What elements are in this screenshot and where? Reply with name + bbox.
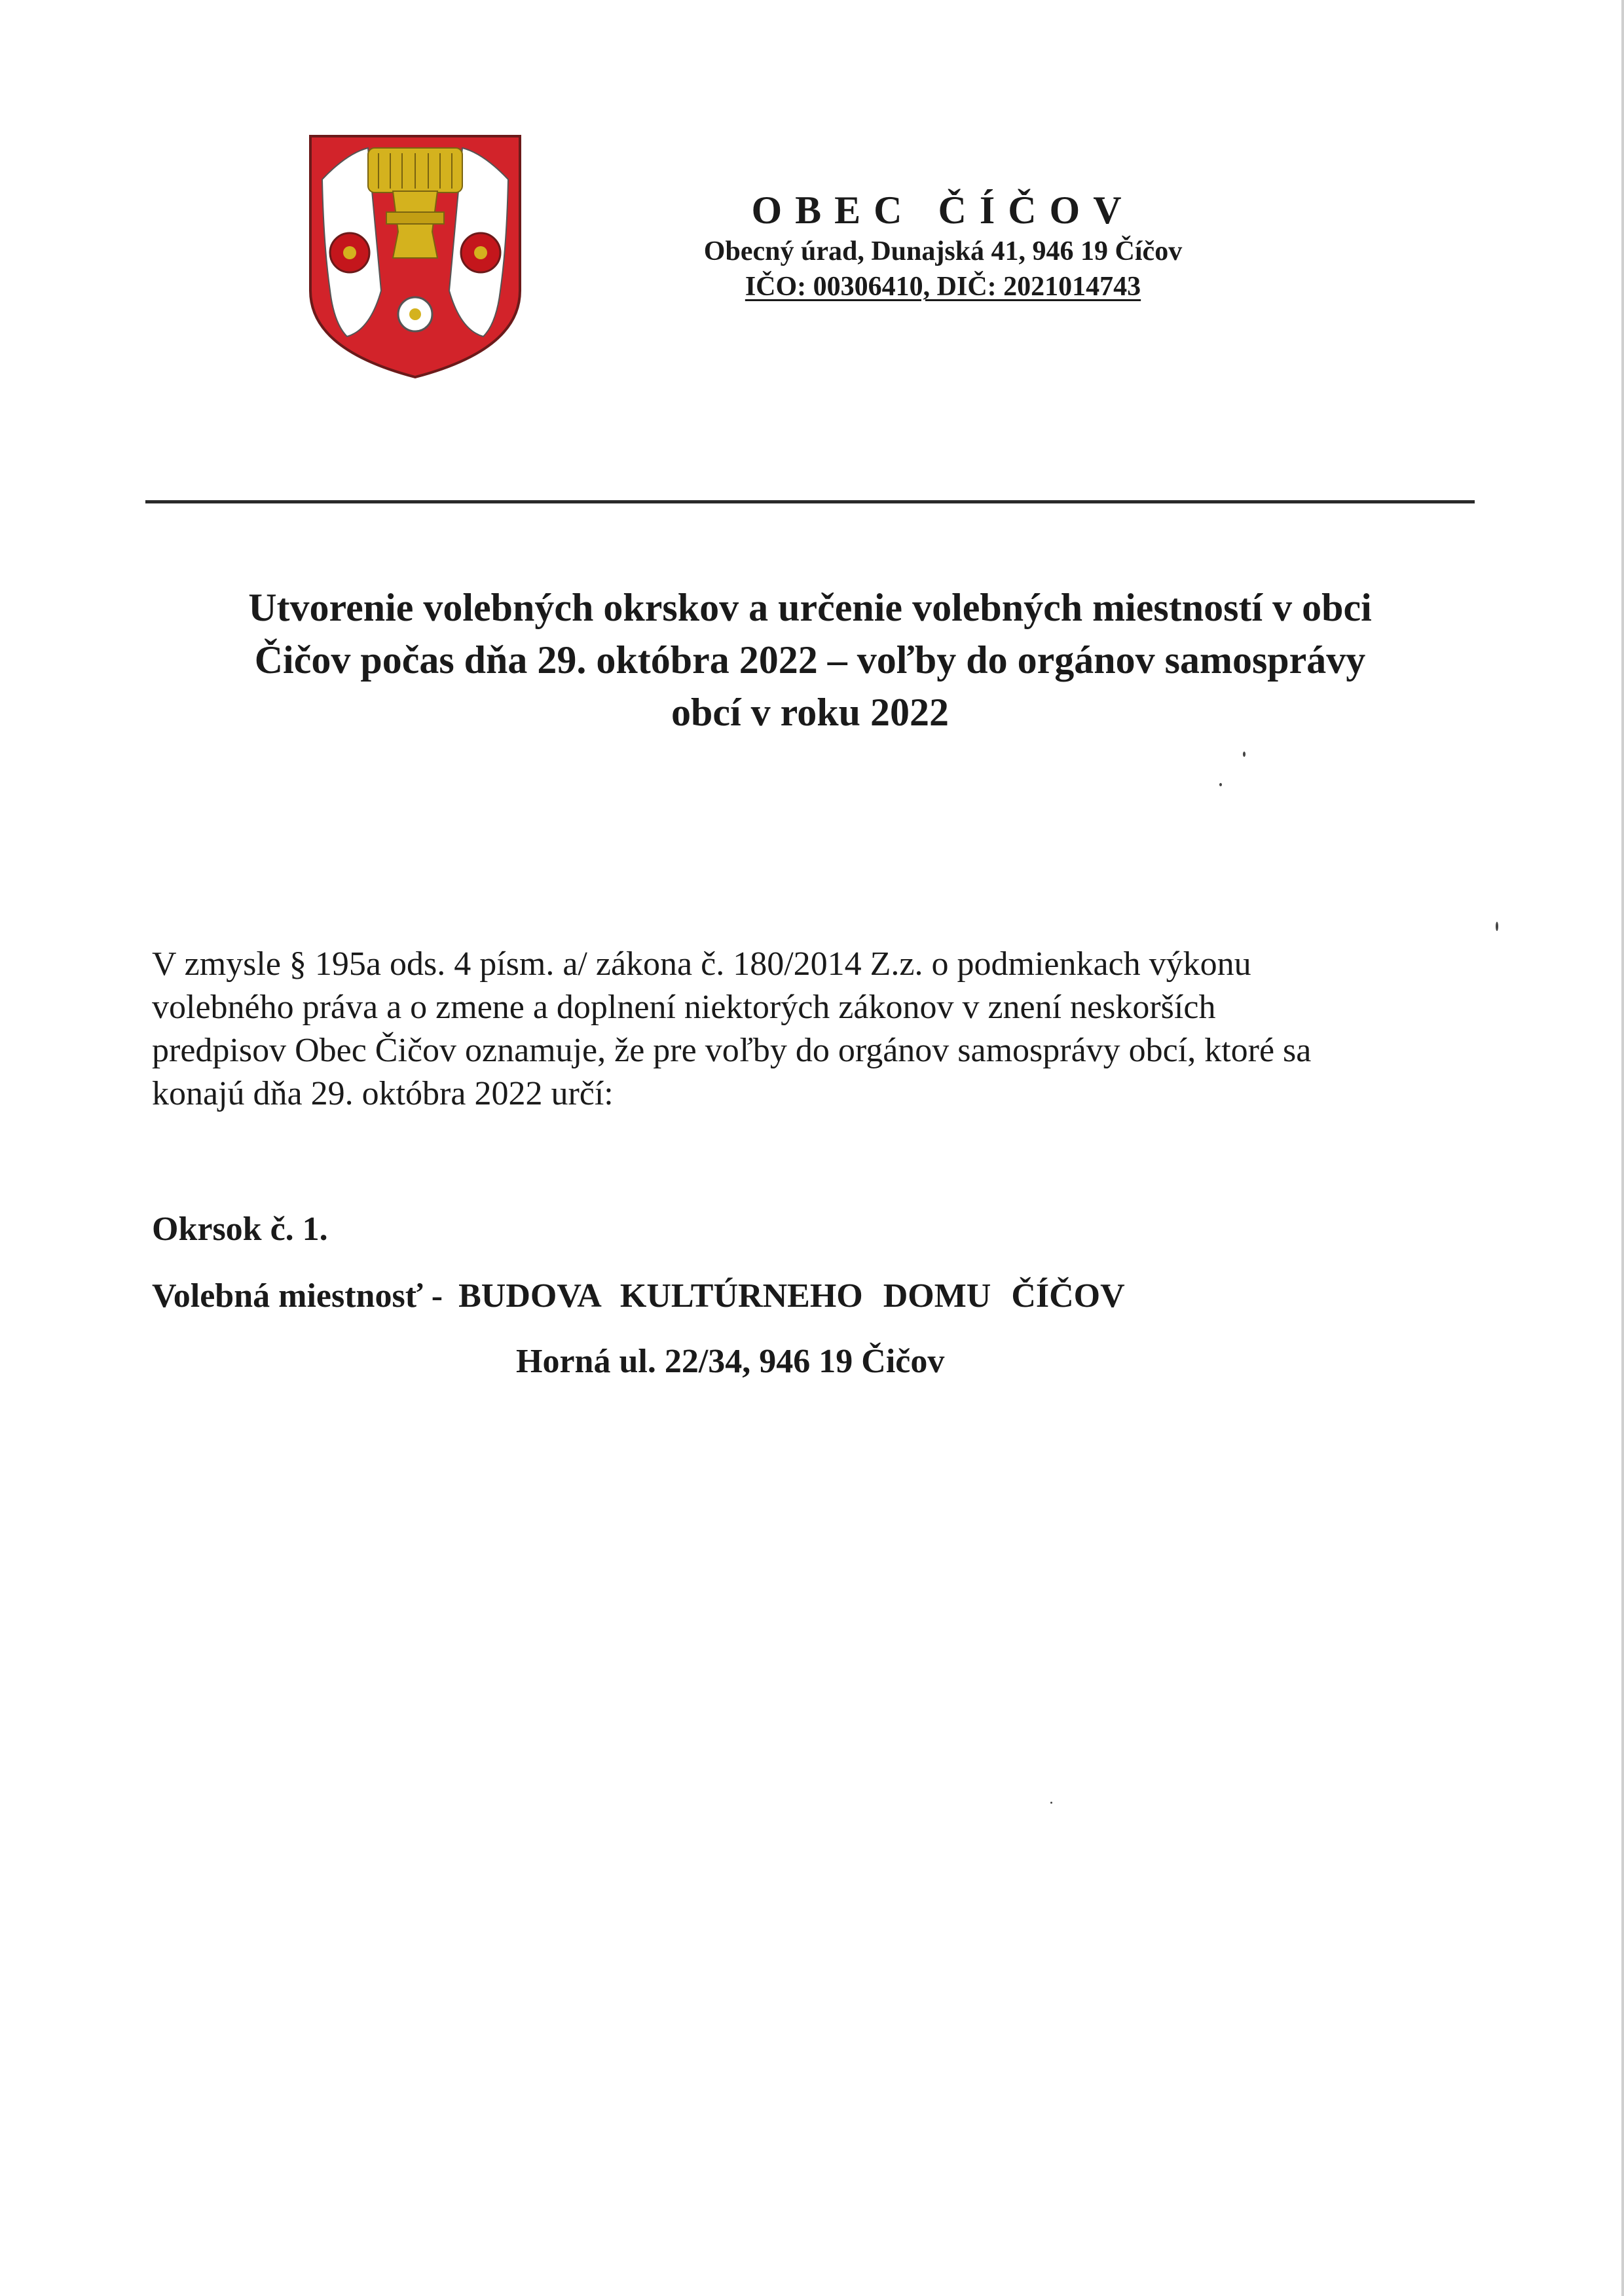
polling-room-row — [152, 1275, 1125, 1318]
polling-room-address: Horná ul. 22/34, 946 19 Čičov — [516, 1343, 945, 1380]
polling-room-name: BUDOVA KULTÚRNEHO DOMU ČÍČOV — [458, 1277, 1125, 1315]
scan-speck — [1496, 922, 1498, 931]
document-title — [145, 581, 1475, 738]
district-heading: Okrsok č. 1. — [152, 1211, 328, 1248]
scan-speck — [1219, 783, 1222, 786]
title-line: Utvorenie volebných okrskov a určenie volebných miestností v obci — [248, 586, 1372, 629]
municipal-coat-of-arms-icon — [308, 134, 523, 380]
scan-speck — [1050, 1802, 1052, 1804]
letterhead — [629, 187, 1257, 304]
intro-paragraph — [152, 943, 1475, 1116]
intro-line: konajú dňa 29. októbra 2022 určí: — [152, 1075, 614, 1112]
intro-line: V zmysle § 195a ods. 4 písm. a/ zákona č. 180/2014 Z.z. o podmienkach výkonu — [152, 945, 1251, 983]
organization-address: Obecný úrad, Dunajská 41, 946 19 Číčov — [703, 236, 1183, 266]
polling-room-label: Volebná miestnosť - — [152, 1277, 443, 1315]
organization-ids: IČO: 00306410, DIČ: 2021014743 — [745, 272, 1141, 302]
intro-line: volebného práva a o zmene a doplnení niektorých zákonov v znení neskorších — [152, 989, 1216, 1026]
title-line: Čičov počas dňa 29. októbra 2022 – voľby do orgánov samosprávy — [254, 638, 1366, 682]
intro-line: predpisov Obec Čičov oznamuje, že pre voľby do orgánov samosprávy obcí, ktoré sa — [152, 1032, 1312, 1069]
organization-name: OBEC ČÍČOV — [751, 189, 1135, 232]
scan-edge — [1621, 0, 1624, 2296]
title-line: obcí v roku 2022 — [671, 691, 949, 734]
header-divider — [145, 500, 1475, 503]
scan-speck — [1243, 752, 1246, 757]
